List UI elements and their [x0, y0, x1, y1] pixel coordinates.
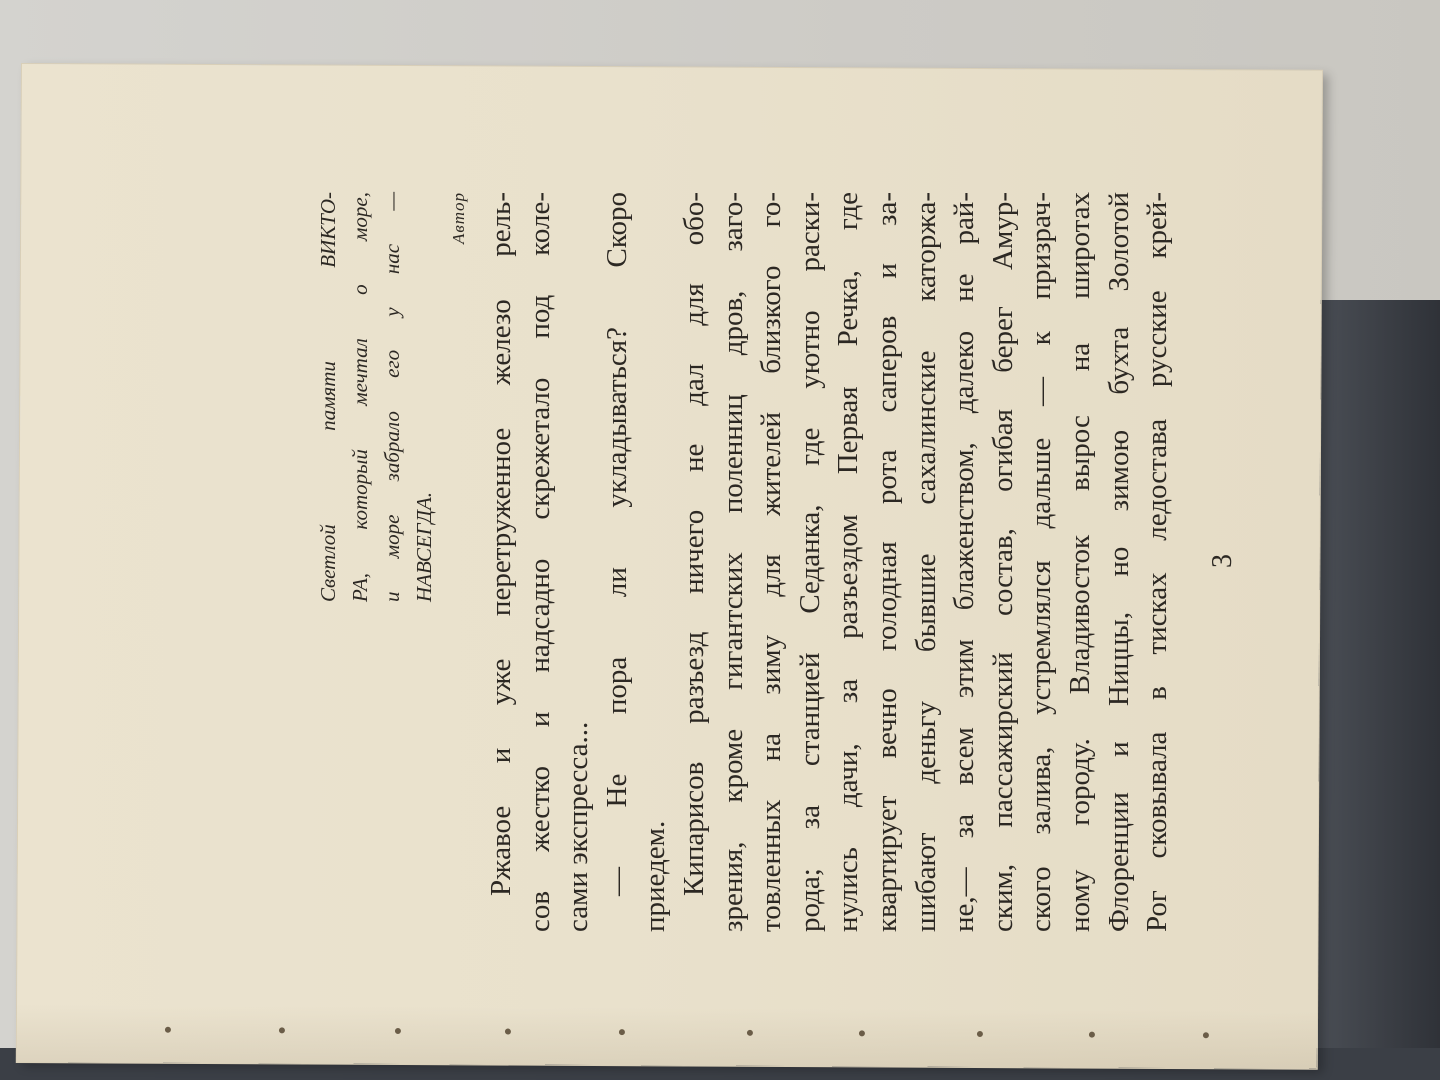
text-line: ским, пассажирский состав, огибая берег Амур- [986, 192, 1019, 932]
binding-stitch [395, 1028, 401, 1034]
binding-stitch [1203, 1032, 1209, 1038]
text-line: ному городу. Владивосток вырос на широтах [1063, 192, 1096, 932]
binding-stitch [1089, 1032, 1095, 1038]
dedication [312, 192, 440, 602]
text-line: ского залива, устремлялся дальше — к призрач- [1025, 192, 1058, 932]
text-line: рода; за станцией Седанка, где уютно раски- [793, 192, 826, 932]
binding-stitch [747, 1030, 753, 1036]
text-line: шибают деньгу бывшие сахалинские каторжа- [909, 192, 942, 932]
binding-stitch [619, 1029, 625, 1035]
text-line: Флоренции и Ниццы, но зимою бухта Золотой [1102, 192, 1135, 932]
dedication-signature: Автор [449, 192, 468, 245]
text-line: нулись дачи, за разъездом Первая Речка, где [832, 192, 865, 932]
dedication-line: РА, который мечтал о море, [348, 192, 372, 602]
binding-stitch [859, 1030, 865, 1036]
binding-stitch [279, 1027, 285, 1033]
dedication-line: и море забрало его у нас — [380, 192, 404, 602]
binding-stitch [165, 1027, 171, 1033]
binding-stitch [977, 1031, 983, 1037]
page-gutter [17, 1004, 1317, 1069]
text-line: товленных на зиму для жителей близкого го- [755, 192, 788, 932]
text-line: Ржавое и уже перетруженное железо рель- [485, 192, 517, 896]
binding-stitch [505, 1029, 511, 1035]
page-text-block [312, 192, 1177, 932]
text-line: сов жестко и надсадно скрежетало под коле- [523, 192, 556, 932]
body-text [482, 192, 1177, 932]
text-line: квартирует вечно голодная рота саперов и за- [870, 192, 903, 932]
text-line: Кипарисов разъезд ничего не дал для обо- [677, 192, 710, 896]
dedication-line: Светлой памяти ВИКТО- [316, 192, 340, 602]
text-line: сами экспресса... [562, 721, 595, 932]
text-line: приедем. [639, 820, 672, 932]
dedication-line: НАВСЕГДА. [412, 491, 436, 602]
page-number: 3 [1207, 554, 1238, 568]
text-line: — Не пора ли укладываться? Скоро [600, 192, 633, 896]
text-line: не,— за всем этим блаженством, далеко не рай- [948, 192, 981, 932]
book-cover-edge-right [1318, 300, 1440, 1080]
text-line: Рог сковывала в тисках ледостава русские крей- [1141, 192, 1174, 932]
text-line: зрения, кроме гигантских поленниц дров, заго- [716, 192, 749, 932]
